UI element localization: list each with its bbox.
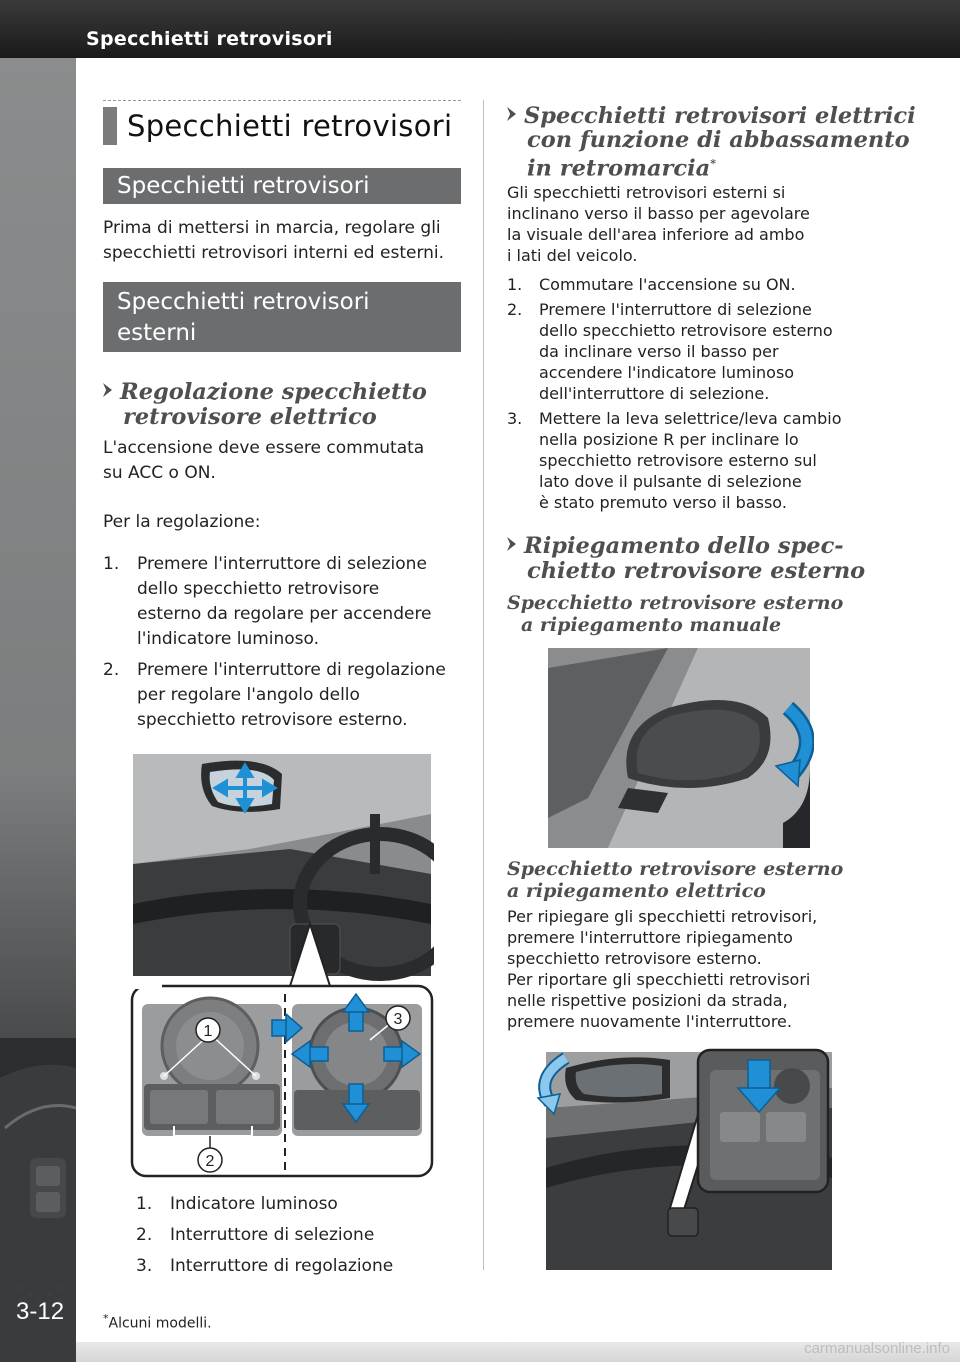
step-number: 1. [507, 275, 523, 294]
callout-1: 1 [203, 1023, 213, 1040]
step-number: 1. [103, 554, 120, 574]
page-number: 3-12 [16, 1298, 65, 1325]
manual-fold-illustration [548, 648, 814, 848]
callout-2: 2 [205, 1153, 215, 1170]
text-line: inclinano verso il basso per agevolare [507, 204, 810, 223]
watermark: carmanualsonline.info [804, 1340, 950, 1357]
chevron-icon [103, 383, 112, 397]
text-line: premere l'interruttore ripiegamento [507, 928, 793, 947]
list-item [507, 408, 947, 513]
list-item [103, 552, 473, 652]
heading-line: Ripiegamento dello spec- [524, 533, 844, 559]
list-item [507, 299, 947, 404]
heading-line: chietto retrovisore esterno [527, 558, 866, 584]
text-line: nella posizione R per inclinare lo [539, 430, 799, 449]
text-line: Prima di mettersi in marcia, regolare gli [103, 218, 441, 238]
text-line: esterno da regolare per accendere [137, 604, 432, 624]
legend-number: 1. [136, 1194, 153, 1214]
heading-line: a ripiegamento elettrico [507, 880, 766, 902]
adjust-heading [103, 380, 473, 430]
legend-item [136, 1223, 476, 1248]
text-line: Per ripiegare gli specchietti retrovisori, [507, 907, 818, 926]
electric-fold-illustration [530, 1048, 834, 1270]
chevron-icon [507, 537, 516, 551]
manual-fold-heading [507, 592, 947, 636]
mirror-switch-illustration [130, 754, 434, 1178]
legend-item [136, 1254, 476, 1279]
text-line: l'indicatore luminoso. [137, 629, 320, 649]
footnote-marker: * [710, 157, 716, 170]
text-line: Commutare l'accensione su ON. [539, 275, 796, 294]
main-title-block [103, 100, 461, 151]
footnote [103, 1312, 212, 1332]
legend-number: 3. [136, 1256, 153, 1276]
legend-text: Indicatore luminoso [170, 1194, 338, 1214]
text-line: accendere l'indicatore luminoso [539, 363, 795, 382]
section1-text [103, 216, 473, 266]
heading-line: in retromarcia [527, 155, 711, 182]
list-item [507, 274, 947, 295]
reverse-tilt-steps [507, 274, 947, 517]
text-line: premere nuovamente l'interruttore. [507, 1012, 792, 1031]
text-line: Gli specchietti retrovisori esterni si [507, 183, 786, 202]
text-line: Premere l'interruttore di selezione [137, 554, 427, 574]
section-heading-1-text: Specchietti retrovisori [117, 173, 370, 199]
step-number: 3. [507, 409, 523, 428]
heading-line: Specchietto retrovisore esterno [507, 858, 844, 880]
section-heading-2 [103, 282, 461, 352]
legend-text: Interruttore di regolazione [170, 1256, 394, 1276]
adjust-steps [103, 552, 473, 739]
text-line: i lati del veicolo. [507, 246, 638, 265]
text-line: dell'interruttore di selezione. [539, 384, 770, 403]
text-line: specchietto retrovisore esterno. [137, 710, 408, 730]
folding-heading [507, 534, 947, 584]
list-item [103, 658, 473, 733]
reverse-tilt-heading [507, 104, 947, 181]
text-line: Per riportare gli specchietti retrovisori [507, 970, 811, 989]
heading-line: a ripiegamento manuale [521, 614, 782, 636]
page-header [0, 0, 960, 58]
heading-line: Specchietti retrovisori elettrici [524, 103, 916, 129]
footnote-text: Alcuni modelli. [108, 1315, 212, 1332]
footnote-marker: * [103, 1312, 109, 1325]
section-heading-2-line: esterni [117, 320, 197, 346]
step-number: 2. [507, 300, 523, 319]
text-line: dello specchietto retrovisore esterno [539, 321, 833, 340]
main-title: Specchietti retrovisori [127, 109, 453, 143]
text-line: dello specchietto retrovisore [137, 579, 380, 599]
heading-line: Specchietto retrovisore esterno [507, 592, 844, 614]
title-accent-bar [103, 107, 117, 145]
column-divider [483, 100, 484, 1270]
electric-fold-heading [507, 858, 947, 902]
text-line: è stato premuto verso il basso. [539, 493, 787, 512]
text-line: specchietto retrovisore esterno. [507, 949, 762, 968]
text-line: nelle rispettive posizioni da strada, [507, 991, 788, 1010]
adjust-label: Per la regolazione: [103, 512, 261, 532]
text-line: Premere l'interruttore di selezione [539, 300, 812, 319]
adjust-intro [103, 436, 473, 486]
heading-line: retrovisore elettrico [123, 404, 377, 430]
legend-item [136, 1192, 476, 1217]
legend-number: 2. [136, 1225, 153, 1245]
section-heading-1 [103, 168, 461, 204]
text-line: L'accensione deve essere commutata [103, 438, 425, 458]
electric-fold-text [507, 906, 947, 1032]
illustration-legend [136, 1192, 476, 1285]
text-line: la visuale dell'area inferiore ad ambo [507, 225, 805, 244]
reverse-tilt-intro [507, 182, 947, 266]
text-line: su ACC o ON. [103, 463, 216, 483]
section-heading-2-line: Specchietti retrovisori [117, 289, 370, 315]
text-line: per regolare l'angolo dello [137, 685, 360, 705]
text-line: specchietto retrovisore esterno sul [539, 451, 817, 470]
text-line: specchietti retrovisori interni ed esterni. [103, 243, 445, 263]
legend-text: Interruttore di selezione [170, 1225, 375, 1245]
text-line: Premere l'interruttore di regolazione [137, 660, 446, 680]
text-line: Mettere la leva selettrice/leva cambio [539, 409, 842, 428]
chevron-icon [507, 107, 516, 121]
side-strip [0, 58, 76, 1362]
heading-line: Regolazione specchietto [120, 379, 427, 405]
heading-line: con funzione di abbassamento [527, 127, 910, 153]
callout-3: 3 [393, 1011, 403, 1028]
text-line: da inclinare verso il basso per [539, 342, 779, 361]
text-line: lato dove il pulsante di selezione [539, 472, 802, 491]
step-number: 2. [103, 660, 120, 680]
header-title: Specchietti retrovisori [86, 28, 333, 50]
